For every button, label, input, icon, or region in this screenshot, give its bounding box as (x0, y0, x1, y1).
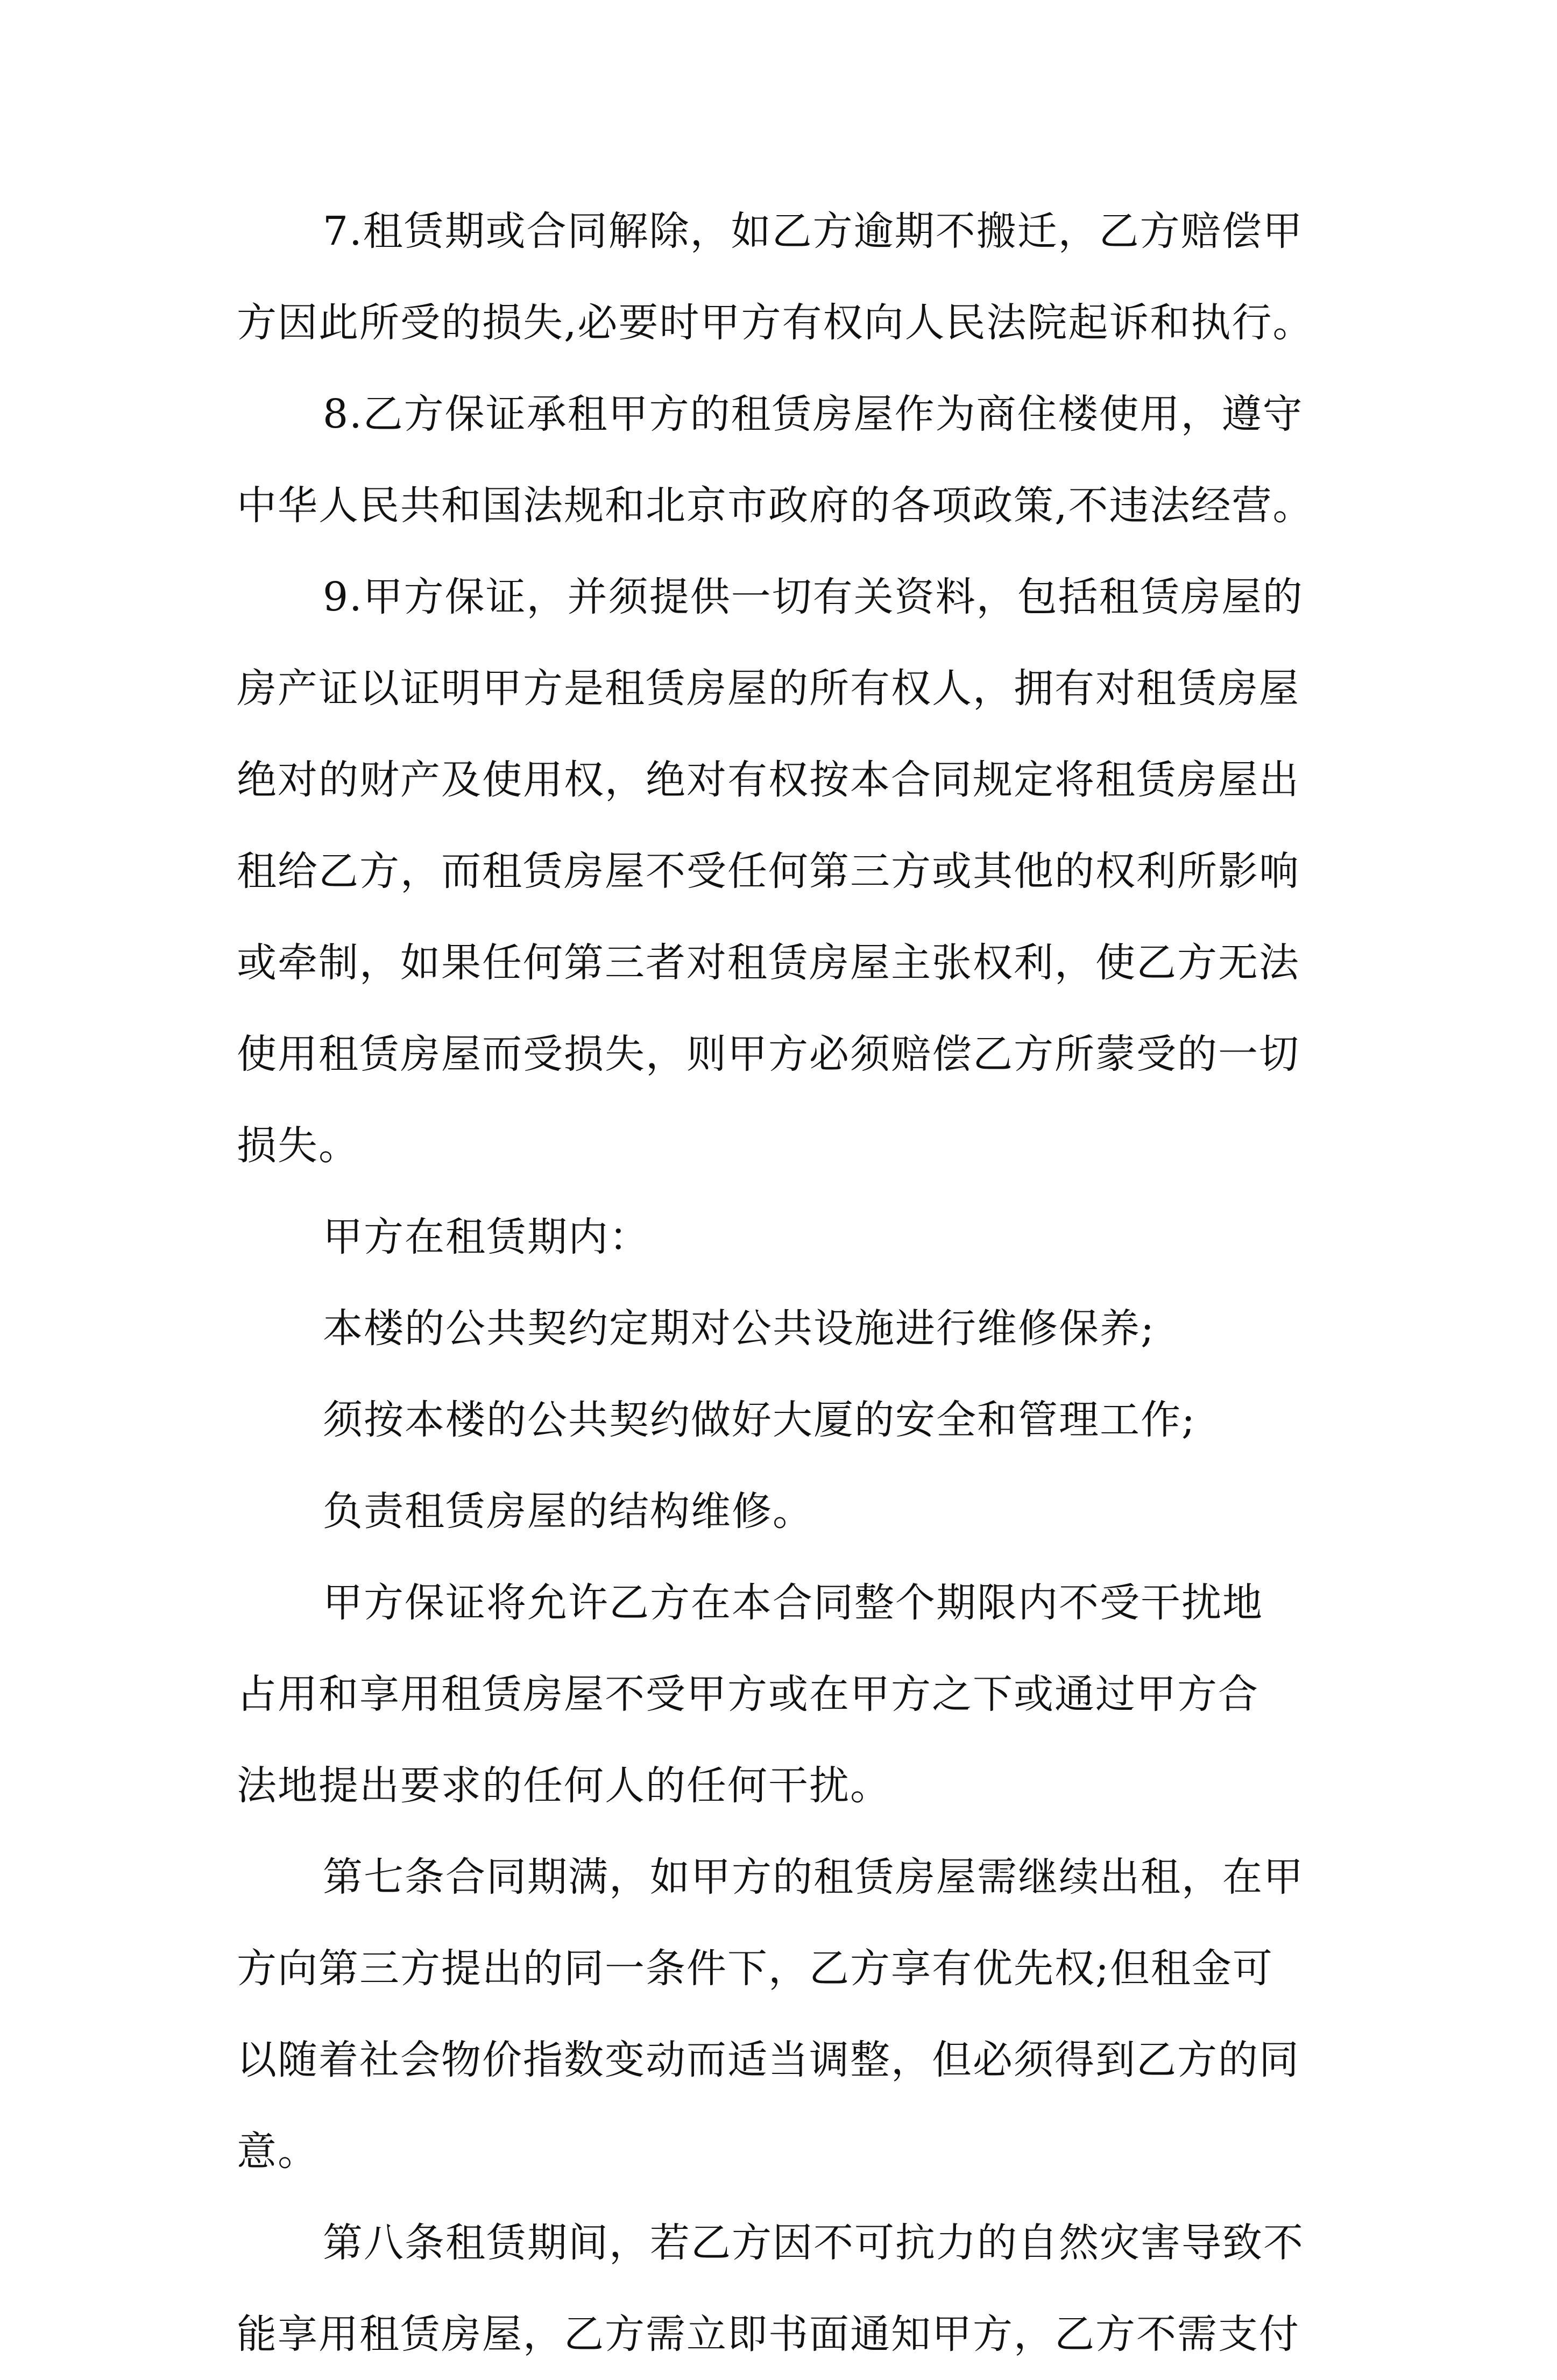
text-line: 损失。 (237, 1122, 359, 1169)
paragraph-article-7 (237, 1831, 1367, 2197)
paragraph-clause-9 (237, 551, 1367, 1191)
text-line: 本楼的公共契约定期对公共设施进行维修保养; (323, 1305, 1155, 1352)
text-line: 意。 (237, 2128, 319, 2175)
text-line: 绝对的财产及使用权，绝对有权按本合同规定将租赁房屋出 (237, 757, 1300, 803)
text-line: 方因此所受的损失,必要时甲方有权向人民法院起诉和执行。 (237, 300, 1314, 346)
text-line: 8.乙方保证承租甲方的租赁房屋作为商住楼使用，遵守 (323, 391, 1304, 437)
text-line: 第八条租赁期间，若乙方因不可抗力的自然灾害导致不 (323, 2220, 1304, 2266)
text-line: 或牵制，如果任何第三者对租赁房屋主张权利，使乙方无法 (237, 940, 1300, 986)
text-line: 方向第三方提出的同一条件下，乙方享有优先权;但租金可 (237, 1945, 1273, 1992)
paragraph-quiet-enjoyment (237, 1557, 1367, 1831)
paragraph-clause-7 (237, 186, 1367, 368)
text-line: 法地提出要求的任何人的任何干扰。 (237, 1763, 891, 1809)
paragraph-landlord-duty-1 (237, 1283, 1367, 1374)
paragraph-landlord-duty-2 (237, 1374, 1367, 1466)
paragraph-landlord-period (237, 1191, 1367, 1283)
text-line: 中华人民共和国法规和北京市政府的各项政策,不违法经营。 (237, 482, 1314, 529)
text-line: 能享用租赁房屋，乙方需立即书面通知甲方，乙方不需支付 (237, 2311, 1300, 2357)
text-line: 9.甲方保证，并须提供一切有关资料，包括租赁房屋的 (323, 574, 1304, 620)
text-line: 租给乙方，而租赁房屋不受任何第三方或其他的权利所影响 (237, 848, 1300, 894)
text-line: 甲方保证将允许乙方在本合同整个期限内不受干扰地 (323, 1580, 1263, 1626)
text-line: 甲方在租赁期内： (323, 1214, 650, 1260)
text-line: 须按本楼的公共契约做好大厦的安全和管理工作; (323, 1397, 1196, 1443)
text-line: 第七条合同期满，如甲方的租赁房屋需继续出租，在甲 (323, 1854, 1304, 1900)
contract-text (237, 186, 1367, 2380)
paragraph-landlord-duty-3 (237, 1466, 1367, 1557)
text-line: 房产证以证明甲方是租赁房屋的所有权人，拥有对租赁房屋 (237, 665, 1300, 712)
text-line: 使用租赁房屋而受损失，则甲方必须赔偿乙方所蒙受的一切 (237, 1031, 1300, 1077)
paragraph-clause-8 (237, 368, 1367, 551)
text-line: 负责租赁房屋的结构维修。 (323, 1488, 813, 1534)
text-line: 占用和享用租赁房屋不受甲方或在甲方之下或通过甲方合 (237, 1671, 1259, 1717)
text-line: 以随着社会物价指数变动而适当调整，但必须得到乙方的同 (237, 2037, 1300, 2083)
paragraph-article-8 (237, 2197, 1367, 2380)
text-line: 7.租赁期或合同解除，如乙方逾期不搬迁，乙方赔偿甲 (323, 208, 1304, 254)
